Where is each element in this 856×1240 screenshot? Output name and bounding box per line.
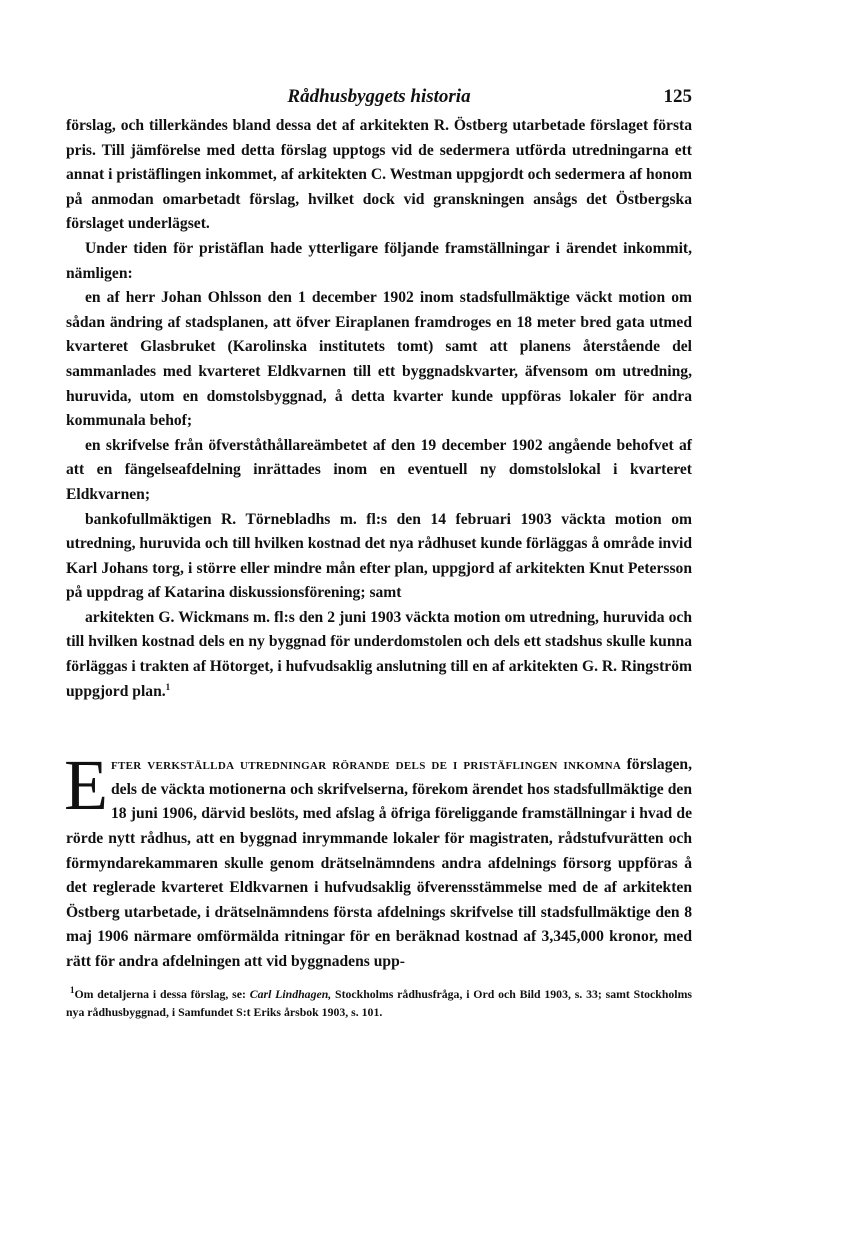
paragraph: förslag, och tillerkändes bland dessa det af arkitekten R. Östberg utarbetade förslaget första pris. Till jämförelse med detta förslag upptogs vid de sedermera utförda utredningarna ett annat i pristäflingen inkommet, af arkitekten C. Westman uppgjordt och sedermera af honom på anmodan omarbetadt förslag, hvilket dock vid granskningen ansågs det Östbergska förslaget underlägset. [66,117,692,233]
footnote [66,985,692,1021]
footnote-rest: Stockholms rådhusfråga, i Ord och Bild 1903, s. 33; samt Stockholms nya rådhusbyggnad, i Samfundet S:t Eriks årsbok 1903, s. 101. [66,986,692,1019]
running-header [66,80,692,114]
page-number: 125 [663,86,692,107]
footnote-author: Carl Lindhagen, [249,986,332,1001]
paragraph: en skrifvelse från öfverståthållareämbetet af den 19 december 1902 angående behofvet af att en fängelseafdelning inrättades inom en eventuell ny domstolslokal i kvarteret Eldkvarnen; [66,436,692,503]
paragraph: en af herr Johan Ohlsson den 1 december 1902 inom stadsfullmäktige väckt motion om sådan ändring af stadsplanen, att öfver Eiraplanen framdroges en 18 meter bred gata utmed kvarteret Glasbruket (Karolinska institutets tomt) samt att planens återstående del sammanlades med kvarteret Eldkvarnen till ett byggnadskvarter, äfvensom om utredning, huruvida, utom en domstolsbyggnad, å detta kvarter kunde uppföras lokaler för andra kommunala behof; [66,289,692,430]
section-paragraph [64,745,692,974]
footnote-lead: Om detaljerna i dessa förslag, se: [74,986,246,1001]
body-text [66,114,692,704]
paragraph-text: arkitekten G. Wickmans m. fl:s den 2 juni 1903 väckta motion om utredning, huruvida och till hvilken kostnad dels en ny byggnad för underdomstolen och dels ett stadshus skulle kunna förläggas i trakten af Hötorget, i hufvudsaklig anslutning till en af arkitekten G. R. Ringström uppgjord plan. [66,608,692,700]
book-page [66,80,692,1021]
paragraph: bankofullmäktigen R. Törnebladhs m. fl:s den 14 februari 1903 väckta motion om utredning, huruvida och till hvilken kostnad det nya rådhuset kunde förläggas å område invid Karl Johans torg, i större eller mindre mån efter plan, uppgjord af arkitekten Knut Petersson på uppdrag af Katarina diskussionsförening; samt [66,510,692,602]
section-text: förslagen, dels de väckta motionerna och skrifvelserna, förekom ärendet hos stadsfullmäktige den 18 juni 1906, därvid beslöts, med afslag å öfriga föreliggande framställningar i hvad de rörde nytt rådhus, att en byggnad inrymmande lokaler för magistraten, rådstufvurätten och förmyndarekammaren skulle genom drätselnämndens andra afdelnings försorg uppföras å det reglerade kvarteret Eldkvarnen i hufvudsaklig öfverensstämmelse med de af arkitekten Östberg utarbetade, i drätselnämndens första afdelnings skrifvelse till stadsfullmäktige den 8 maj 1906 närmare omförmälda ritningar för en beräknad kostnad af 3,345,000 kronor, med rätt för andra afdelningen att vid byggnadens upp- [66,756,692,970]
paragraph: Under tiden för pristäflan hade ytterligare följande framställningar i ärendet inkommit, nämligen: [66,239,692,282]
footnotes [66,985,692,1021]
running-title: Rådhusbyggets historia [287,86,471,107]
footnote-marker: 1 [70,984,75,995]
footnote-reference: 1 [165,681,171,692]
drop-cap: E [64,745,108,826]
section-lead: fter verkställda utredningar rörande dels de i pristäflingen inkomna [110,756,622,774]
paragraph [66,606,692,704]
